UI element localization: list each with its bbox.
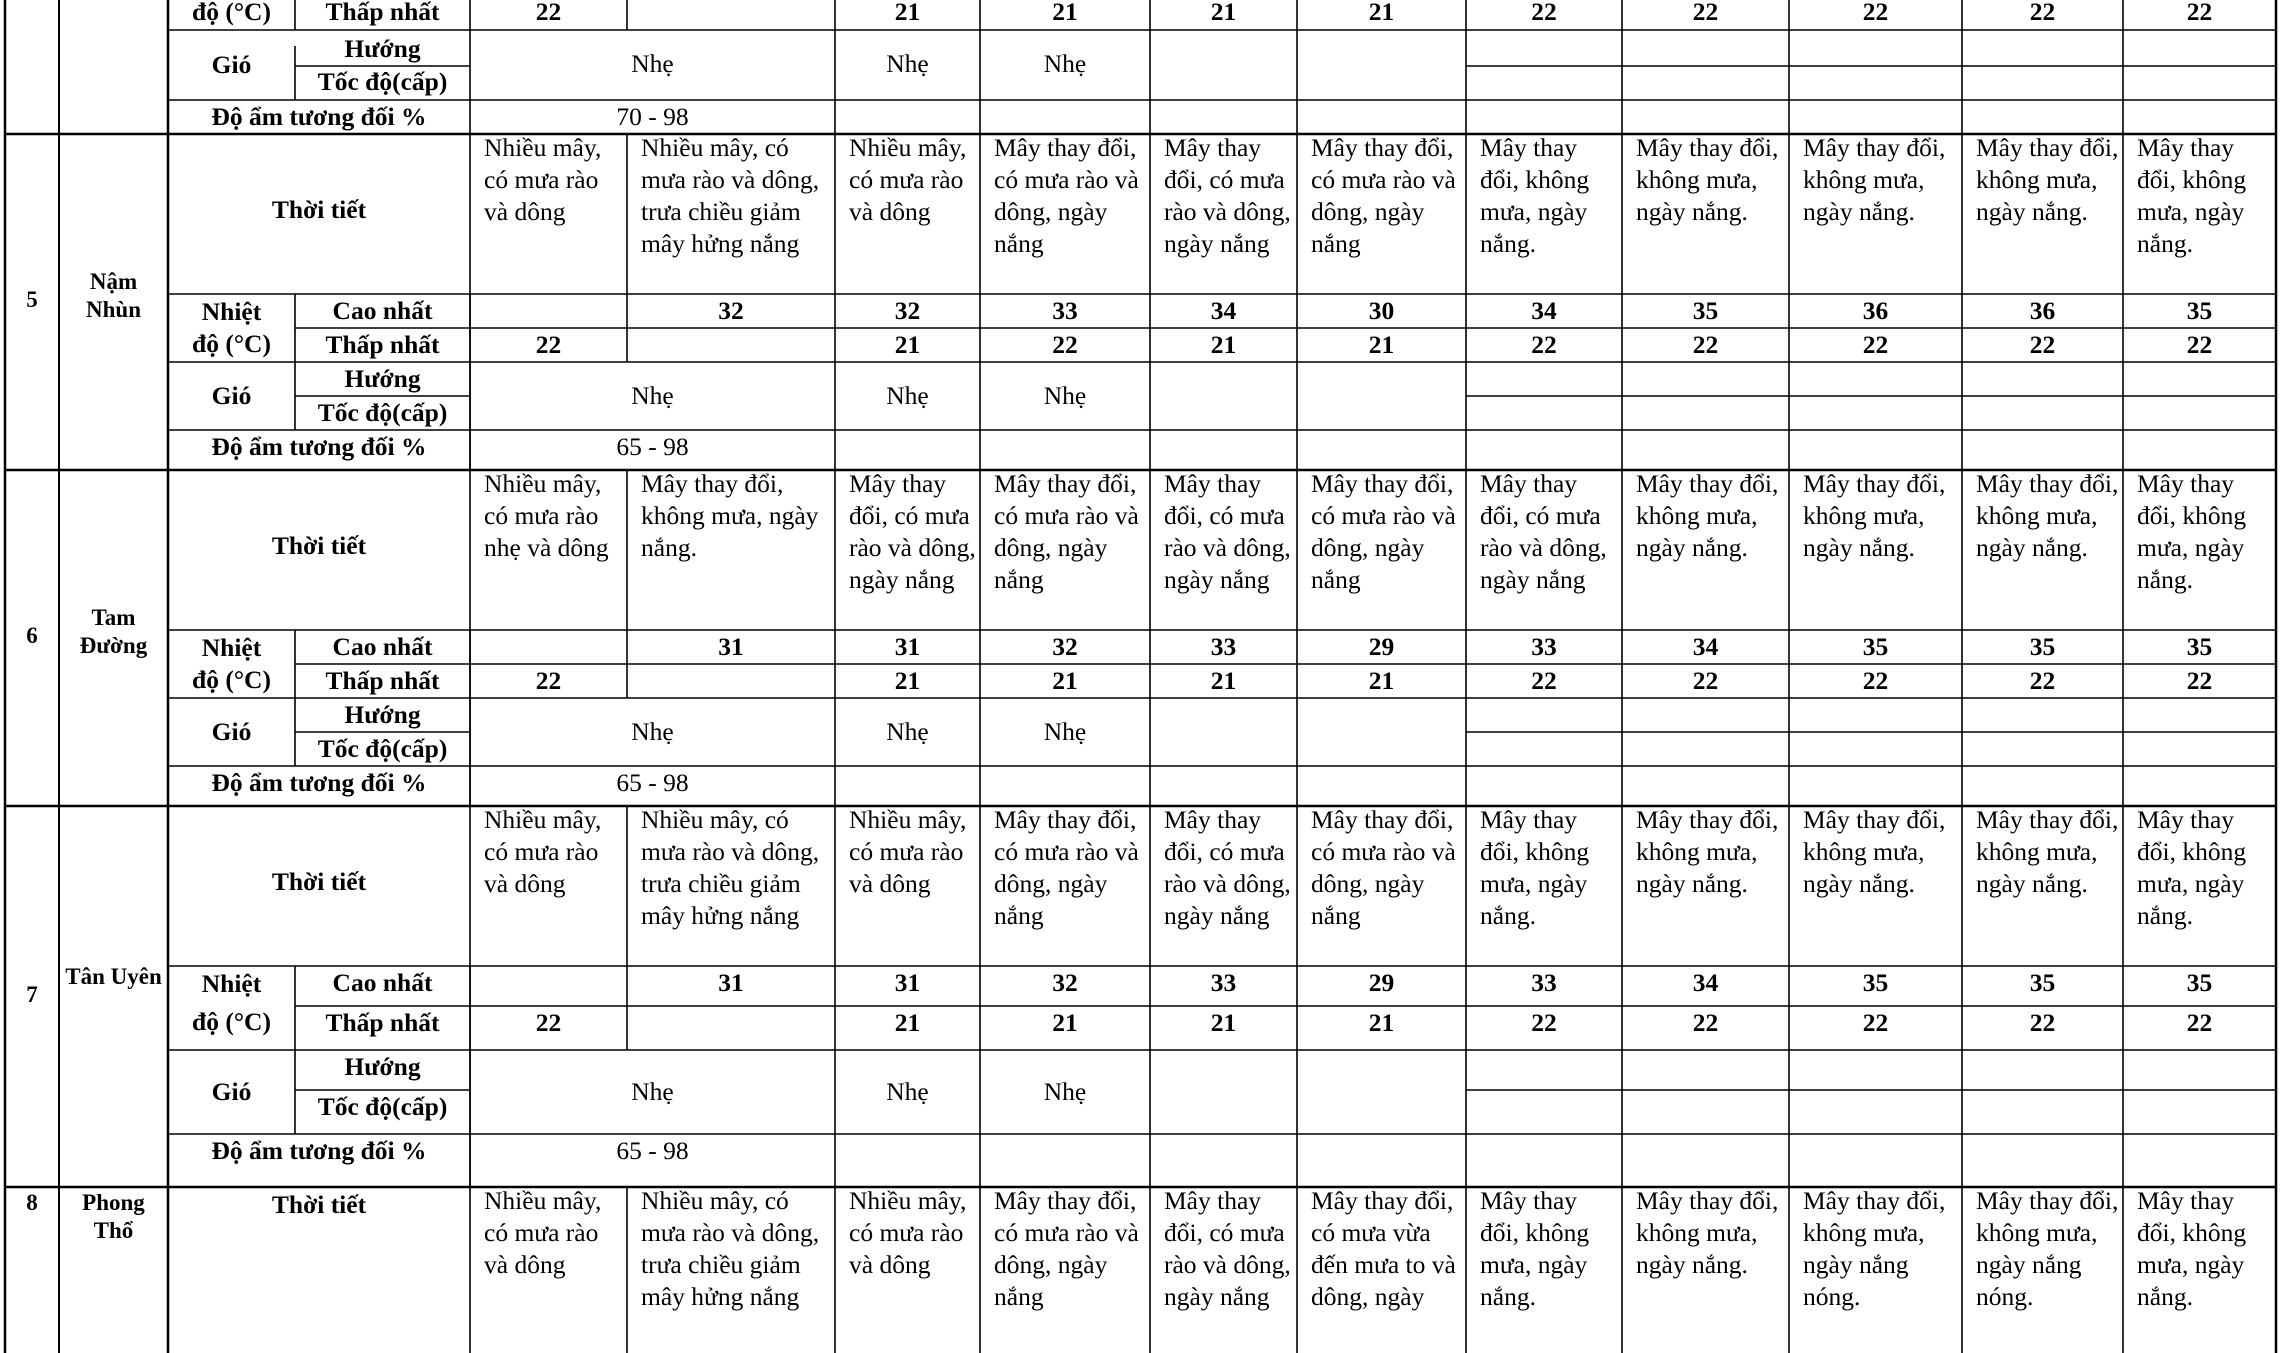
wind-value: Nhẹ xyxy=(631,1077,674,1106)
station-number: 7 xyxy=(26,981,38,1007)
temp-label: Nhiệt xyxy=(201,969,262,998)
wind-direction-label: Hướng xyxy=(344,1052,421,1081)
min-value: 22 xyxy=(2029,1008,2056,1037)
wind-speed-label: Tốc độ(cấp) xyxy=(317,1092,448,1121)
weather-text: Mây thay đổi, không mưa, ngày nắng. xyxy=(1636,469,1779,562)
humidity-label: Độ ẩm tương đối % xyxy=(211,432,427,461)
max-value: 31 xyxy=(718,968,744,997)
weather-text: Mây thay đổi, có mưa rào và dông, ngày nắng xyxy=(1311,469,1456,594)
max-value: 32 xyxy=(1052,968,1078,997)
weather-text: Mây thay đổi, không mưa, ngày nắng. xyxy=(2137,805,2247,930)
min-value: 21 xyxy=(894,330,921,359)
weather-text: Mây thay đổi, không mưa, ngày nắng. xyxy=(1803,133,1946,226)
min-value: 22 xyxy=(1531,0,1557,26)
max-value: 30 xyxy=(1368,296,1395,325)
weather-text: Mây thay đổi, có mưa rào và dông, ngày nắng xyxy=(1164,133,1291,258)
wind-value: Nhẹ xyxy=(1043,717,1087,746)
weather-text: Mây thay đổi, có mưa rào và dông, ngày nắng xyxy=(1311,805,1456,930)
weather-text: Nhiều mây, có mưa rào và dông xyxy=(849,133,967,226)
weather-text: Mây thay đổi, có mưa rào và dông, ngày nắng xyxy=(994,133,1139,258)
min-value: 21 xyxy=(1368,666,1395,695)
wind-direction-label: Hướng xyxy=(344,700,421,729)
temp-label: độ (°C) xyxy=(192,329,271,358)
weather-text: Mây thay đổi, không mưa, ngày nắng nóng. xyxy=(1976,1186,2119,1311)
min-value: 22 xyxy=(1862,330,1889,359)
weather-text: Mây thay đổi, không mưa, ngày nắng. xyxy=(1636,805,1779,898)
min-value: 21 xyxy=(1368,0,1395,26)
weather-text: Mây thay đổi, có mưa rào và dông, ngày nắng xyxy=(849,469,976,594)
min-value: 21 xyxy=(1210,330,1237,359)
max-value: 33 xyxy=(1531,632,1557,661)
wind-value: Nhẹ xyxy=(1043,1077,1087,1106)
min-value: 21 xyxy=(1210,0,1237,26)
wind-value: Nhẹ xyxy=(631,717,674,746)
weather-text: Mây thay đổi, không mưa, ngày nắng. xyxy=(1976,805,2119,898)
min-value: 22 xyxy=(1862,0,1889,26)
station-number: 5 xyxy=(26,287,38,312)
station-number: 8 xyxy=(26,1190,38,1215)
min-value: 22 xyxy=(2186,0,2213,26)
min-value: 21 xyxy=(1052,666,1078,695)
min-value: 22 xyxy=(1692,330,1719,359)
min-label: Thấp nhất xyxy=(325,666,440,695)
min-value: 21 xyxy=(1052,1008,1078,1037)
humidity-label: Độ ẩm tương đối % xyxy=(211,1136,427,1165)
max-value: 34 xyxy=(1210,296,1237,325)
min-value: 22 xyxy=(1531,666,1557,695)
min-value: 22 xyxy=(2186,330,2213,359)
wind-speed-label: Tốc độ(cấp) xyxy=(317,734,448,763)
weather-text: Mây thay đổi, không mưa, ngày nắng. xyxy=(1803,469,1946,562)
min-label: Thấp nhất xyxy=(325,330,440,359)
weather-text: Mây thay đổi, có mưa rào và dông, ngày nắng xyxy=(994,805,1139,930)
wind-label: Gió xyxy=(211,717,252,746)
max-value: 34 xyxy=(1531,296,1557,325)
wind-value: Nhẹ xyxy=(886,381,929,410)
weather-text: Mây thay đổi, không mưa, ngày nắng. xyxy=(1480,133,1590,258)
weather-text: Nhiều mây, có mưa rào nhẹ và dông xyxy=(484,469,609,562)
max-value: 35 xyxy=(1692,296,1719,325)
max-value: 33 xyxy=(1531,968,1557,997)
weather-text: Mây thay đổi, không mưa, ngày nắng. xyxy=(1636,1186,1779,1279)
station-number: 6 xyxy=(26,623,38,648)
max-label: Cao nhất xyxy=(332,296,433,325)
min-label: Thấp nhất xyxy=(325,0,440,26)
max-value: 35 xyxy=(2186,632,2213,661)
weather-text: Mây thay đổi, không mưa, ngày nắng. xyxy=(1636,133,1779,226)
wind-direction-label: Hướng xyxy=(344,34,421,63)
min-value: 22 xyxy=(535,0,562,26)
weather-text: Mây thay đổi, không mưa, ngày nắng. xyxy=(1803,805,1946,898)
min-value: 21 xyxy=(1210,1008,1237,1037)
max-value: 32 xyxy=(894,296,921,325)
humidity-value: 65 - 98 xyxy=(616,1136,689,1165)
temp-label: độ (°C) xyxy=(192,1007,271,1036)
max-value: 34 xyxy=(1692,632,1719,661)
max-value: 35 xyxy=(2029,968,2056,997)
wind-value: Nhẹ xyxy=(886,717,929,746)
max-value: 33 xyxy=(1210,968,1237,997)
weather-text: Nhiều mây, có mưa rào và dông, trưa chiều giảm mây hửng nắng xyxy=(641,805,820,930)
max-value: 36 xyxy=(2029,296,2056,325)
min-value: 21 xyxy=(1210,666,1237,695)
min-value: 22 xyxy=(2029,666,2056,695)
weather-text: Mây thay đổi, có mưa vừa đến mưa to và dông, ngày xyxy=(1311,1186,1456,1311)
weather-text: Nhiều mây, có mưa rào và dông xyxy=(849,1186,967,1279)
weather-text: Mây thay đổi, có mưa rào và dông, ngày nắng xyxy=(994,1186,1139,1311)
min-value: 22 xyxy=(535,1008,562,1037)
temp-label: Nhiệt xyxy=(201,297,262,326)
min-value: 22 xyxy=(1531,1008,1557,1037)
wind-value: Nhẹ xyxy=(631,381,674,410)
weather-text: Mây thay đổi, có mưa rào và dông, ngày nắng xyxy=(1164,805,1291,930)
max-value: 31 xyxy=(894,968,921,997)
max-value: 32 xyxy=(718,296,744,325)
max-value: 32 xyxy=(1052,632,1078,661)
max-value: 34 xyxy=(1692,968,1719,997)
weather-text: Mây thay đổi, không mưa, ngày nắng. xyxy=(2137,1186,2247,1311)
min-value: 22 xyxy=(2186,1008,2213,1037)
max-value: 35 xyxy=(1862,968,1889,997)
wind-value: Nhẹ xyxy=(886,49,929,78)
min-value: 22 xyxy=(2029,330,2056,359)
max-value: 35 xyxy=(2029,632,2056,661)
station-name: Tân Uyên xyxy=(65,963,162,989)
max-value: 35 xyxy=(2186,296,2213,325)
wind-value: Nhẹ xyxy=(1043,381,1087,410)
min-label: Thấp nhất xyxy=(325,1008,440,1037)
weather-text: Mây thay đổi, không mưa, ngày nắng. xyxy=(1480,805,1590,930)
wind-speed-label: Tốc độ(cấp) xyxy=(317,398,448,427)
min-value: 22 xyxy=(1692,666,1719,695)
min-value: 21 xyxy=(1368,1008,1395,1037)
wind-direction-label: Hướng xyxy=(344,364,421,393)
weather-text: Mây thay đổi, không mưa, ngày nắng nóng. xyxy=(1803,1186,1946,1311)
humidity-value: 65 - 98 xyxy=(616,768,689,797)
max-value: 29 xyxy=(1368,632,1395,661)
weather-label: Thời tiết xyxy=(271,531,367,560)
humidity-value: 70 - 98 xyxy=(616,102,689,131)
weather-text: Mây thay đổi, không mưa, ngày nắng. xyxy=(1976,133,2119,226)
temp-label: độ (°C) xyxy=(192,665,271,694)
min-value: 22 xyxy=(535,666,562,695)
weather-text: Nhiều mây, có mưa rào và dông xyxy=(849,805,967,898)
min-value: 22 xyxy=(2029,0,2056,26)
max-value: 29 xyxy=(1368,968,1395,997)
max-value: 35 xyxy=(1862,632,1889,661)
weather-text: Nhiều mây, có mưa rào và dông, trưa chiều giảm mây hửng nắng xyxy=(641,1186,820,1311)
weather-text: Mây thay đổi, không mưa, ngày nắng. xyxy=(2137,133,2247,258)
weather-text: Nhiều mây, có mưa rào và dông, trưa chiều giảm mây hửng nắng xyxy=(641,133,820,258)
min-value: 21 xyxy=(1052,0,1078,26)
max-label: Cao nhất xyxy=(332,632,433,661)
min-value: 21 xyxy=(1368,330,1395,359)
wind-value: Nhẹ xyxy=(886,1077,929,1106)
max-value: 31 xyxy=(718,632,744,661)
weather-text: Mây thay đổi, không mưa, ngày nắng. xyxy=(641,469,819,562)
weather-label: Thời tiết xyxy=(271,1190,367,1219)
station-name: Tam Đường xyxy=(79,605,148,658)
weather-text: Nhiều mây, có mưa rào và dông xyxy=(484,1186,602,1279)
weather-text: Mây thay đổi, có mưa rào và dông, ngày nắng xyxy=(1164,1186,1291,1311)
min-value: 22 xyxy=(2186,666,2213,695)
weather-text: Mây thay đổi, có mưa rào và dông, ngày nắng xyxy=(1164,469,1291,594)
weather-text: Nhiều mây, có mưa rào và dông xyxy=(484,805,602,898)
wind-value: Nhẹ xyxy=(631,49,674,78)
weather-text: Mây thay đổi, có mưa rào và dông, ngày nắng xyxy=(1311,133,1456,258)
min-value: 22 xyxy=(535,330,562,359)
station-name: Nậm Nhùn xyxy=(86,269,141,322)
station-name: Phong Thổ xyxy=(82,1190,145,1243)
min-value: 21 xyxy=(894,666,921,695)
weather-label: Thời tiết xyxy=(271,867,367,896)
wind-label: Gió xyxy=(211,381,252,410)
min-value: 22 xyxy=(1862,1008,1889,1037)
min-value: 22 xyxy=(1862,666,1889,695)
min-value: 22 xyxy=(1692,0,1719,26)
wind-label: Gió xyxy=(211,1077,252,1106)
weather-text: Mây thay đổi, có mưa rào và dông, ngày nắng xyxy=(1480,469,1607,594)
humidity-label: Độ ẩm tương đối % xyxy=(211,102,427,131)
weather-label: Thời tiết xyxy=(271,195,367,224)
wind-speed-label: Tốc độ(cấp) xyxy=(317,67,448,96)
humidity-label: Độ ẩm tương đối % xyxy=(211,768,427,797)
max-value: 35 xyxy=(2186,968,2213,997)
weather-text: Mây thay đổi, không mưa, ngày nắng. xyxy=(1480,1186,1590,1311)
max-value: 31 xyxy=(894,632,921,661)
max-value: 36 xyxy=(1862,296,1889,325)
min-value: 21 xyxy=(894,0,921,26)
max-value: 33 xyxy=(1210,632,1237,661)
min-value: 22 xyxy=(1692,1008,1719,1037)
weather-text: Nhiều mây, có mưa rào và dông xyxy=(484,133,602,226)
humidity-value: 65 - 98 xyxy=(616,432,689,461)
min-value: 22 xyxy=(1052,330,1078,359)
max-label: Cao nhất xyxy=(332,968,433,997)
min-value: 21 xyxy=(894,1008,921,1037)
wind-label: Gió xyxy=(211,50,252,79)
wind-value: Nhẹ xyxy=(1043,49,1087,78)
temp-label: độ (°C) xyxy=(192,0,271,26)
weather-text: Mây thay đổi, có mưa rào và dông, ngày nắng xyxy=(994,469,1139,594)
weather-text: Mây thay đổi, không mưa, ngày nắng. xyxy=(1976,469,2119,562)
min-value: 22 xyxy=(1531,330,1557,359)
weather-text: Mây thay đổi, không mưa, ngày nắng. xyxy=(2137,469,2247,594)
temp-label: Nhiệt xyxy=(201,633,262,662)
max-value: 33 xyxy=(1052,296,1078,325)
